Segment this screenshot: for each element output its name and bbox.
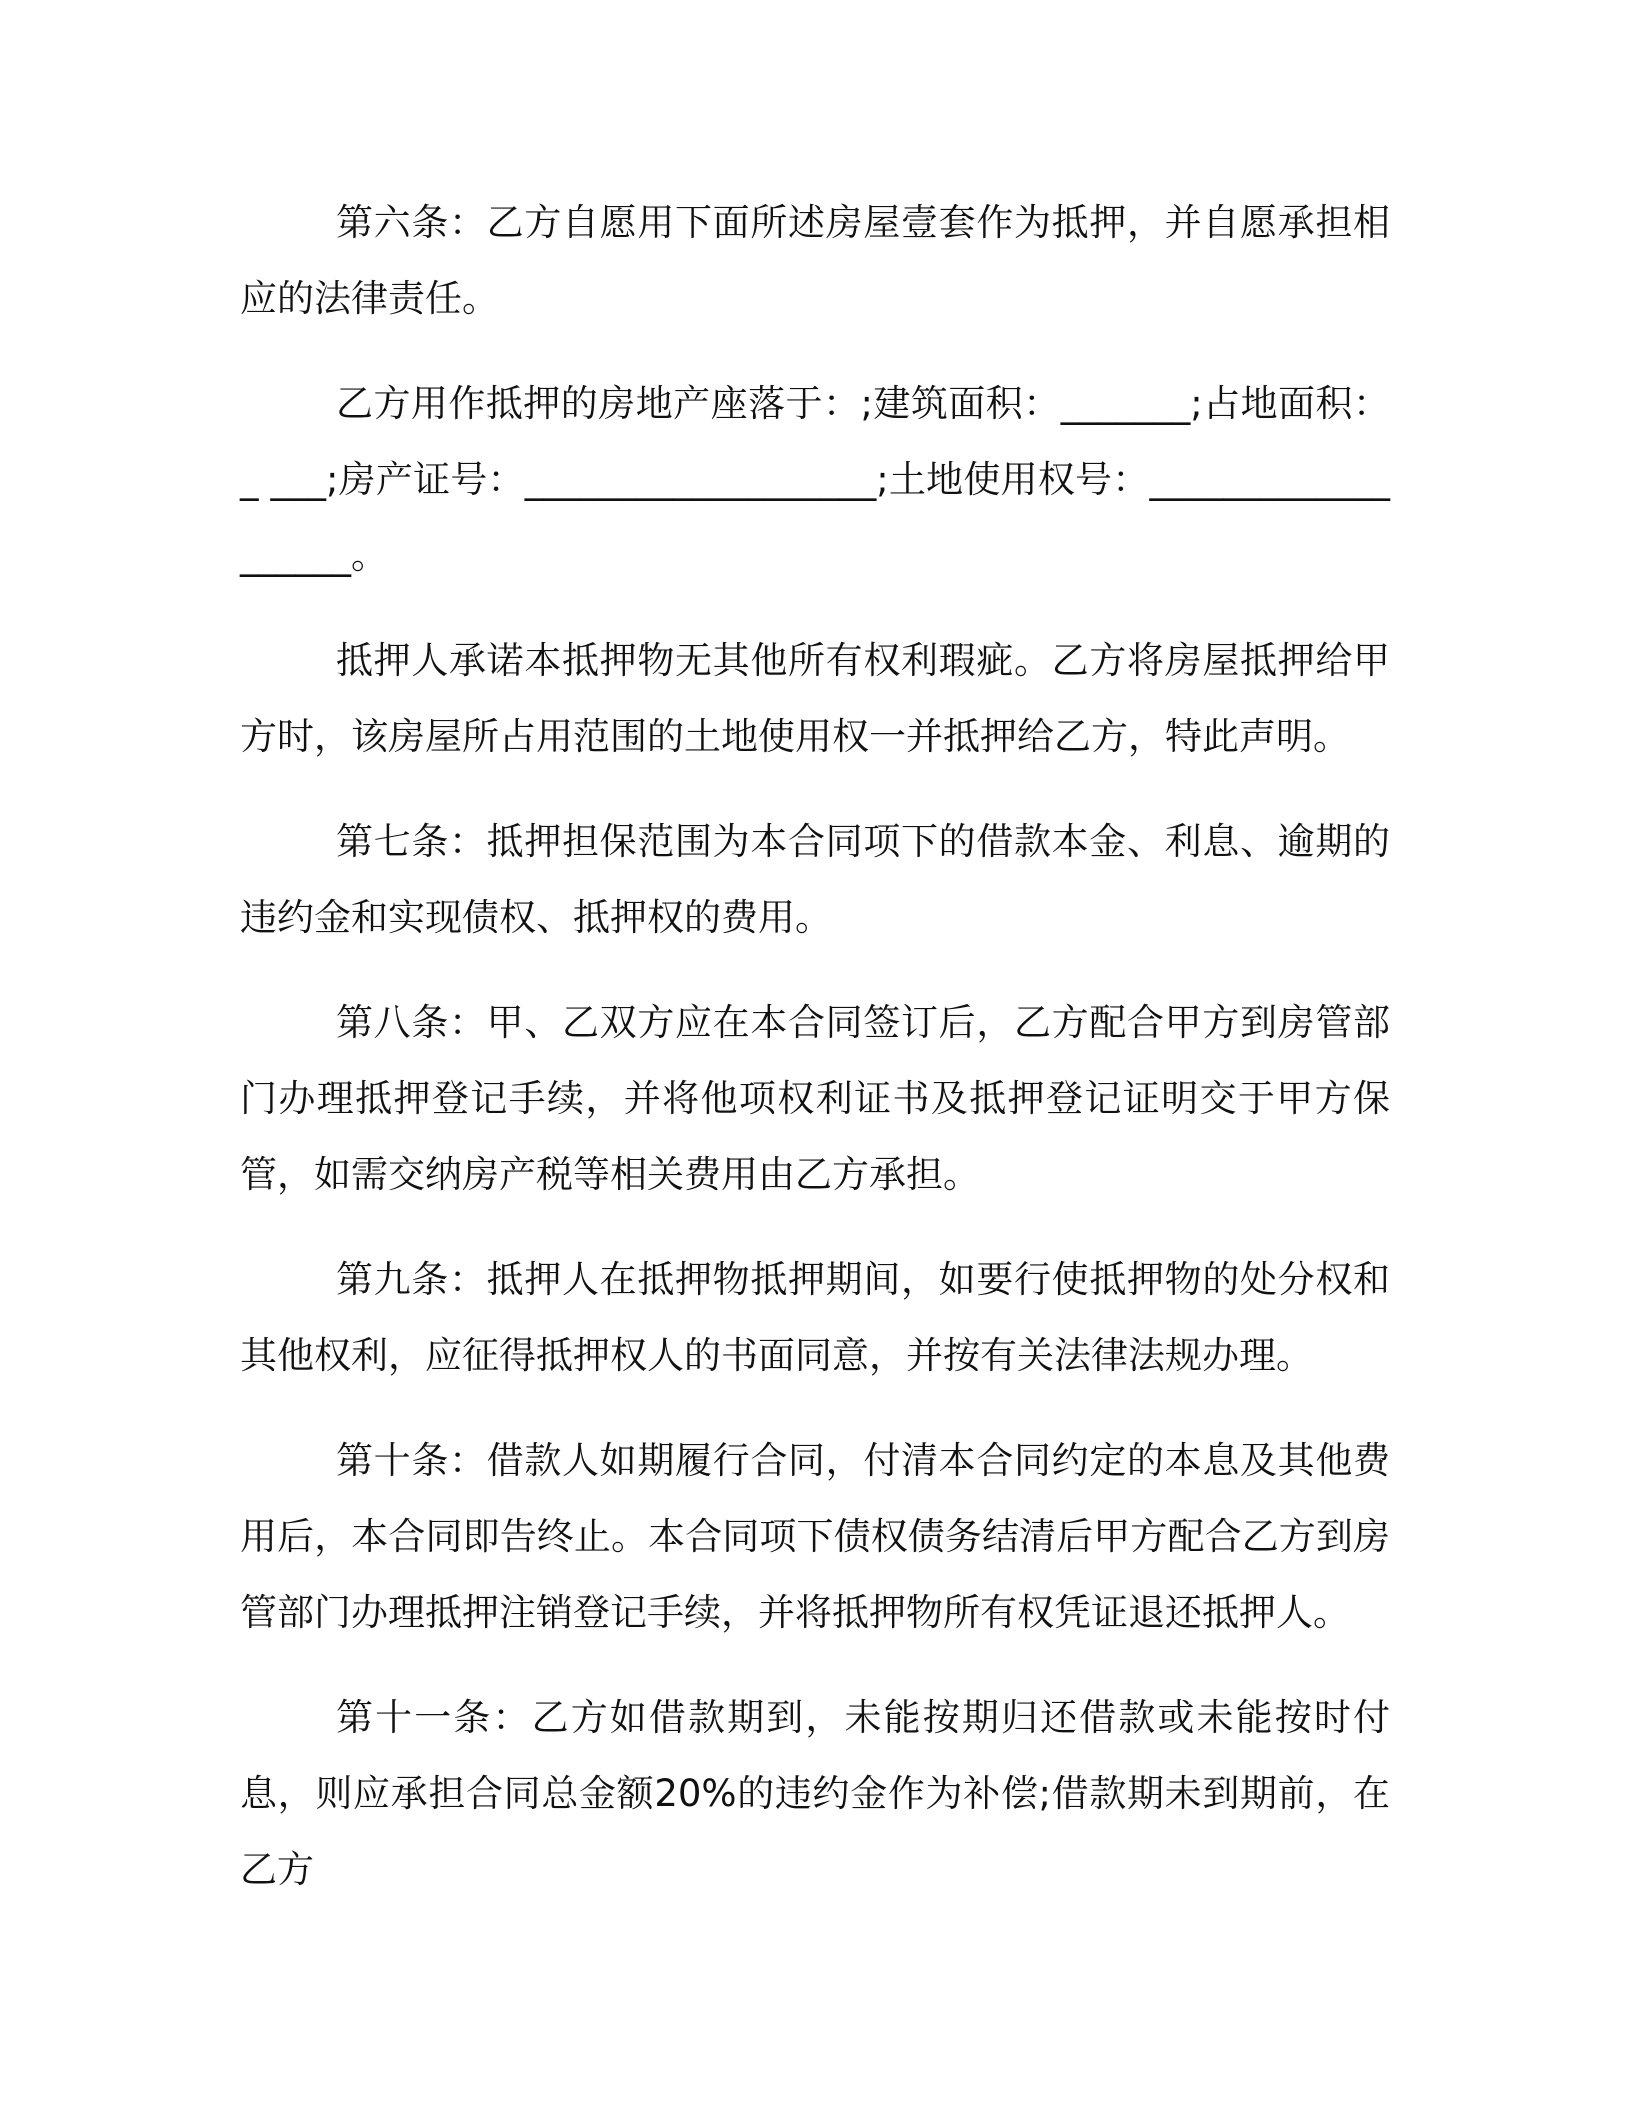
article-8-paragraph: 第八条：甲、乙双方应在本合同签订后，乙方配合甲方到房管部门办理抵押登记手续，并将他项权利证书及抵押登记证明交于甲方保管，如需交纳房产税等相关费用由乙方承担。 bbox=[240, 1001, 1390, 1196]
article-9-paragraph: 第九条：抵押人在抵押物抵押期间，如要行使抵押物的处分权和其他权利，应征得抵押权人的书面同意，并按有关法律法规办理。 bbox=[240, 1258, 1390, 1377]
article-11-paragraph: 第十一条：乙方如借款期到，未能按期归还借款或未能按时付息，则应承担合同总金额20%的违约金作为补偿;借款期未到期前，在乙方 bbox=[240, 1696, 1390, 1891]
article-10-paragraph: 第十条：借款人如期履行合同，付清本合同约定的本息及其他费用后，本合同即告终止。本合同项下债权债务结清后甲方配合乙方到房管部门办理抵押注销登记手续，并将抵押物所有权凭证退还抵押人。 bbox=[240, 1439, 1390, 1634]
document-body bbox=[240, 185, 1390, 1937]
mortgagor-commitment-paragraph: 抵押人承诺本抵押物无其他所有权利瑕疵。乙方将房屋抵押给甲方时，该房屋所占用范围的土地使用权一并抵押给乙方，特此声明。 bbox=[240, 639, 1390, 758]
article-7-paragraph: 第七条：抵押担保范围为本合同项下的借款本金、利息、逾期的违约金和实现债权、抵押权的费用。 bbox=[240, 820, 1390, 939]
article-6-paragraph: 第六条：乙方自愿用下面所述房屋壹套作为抵押，并自愿承担相应的法律责任。 bbox=[240, 201, 1390, 320]
property-details-paragraph: 乙方用作抵押的房地产座落于：;建筑面积：_______;占地面积：_ ___;房产证号：___________________;土地使用权号：___________________。 bbox=[240, 382, 1390, 577]
